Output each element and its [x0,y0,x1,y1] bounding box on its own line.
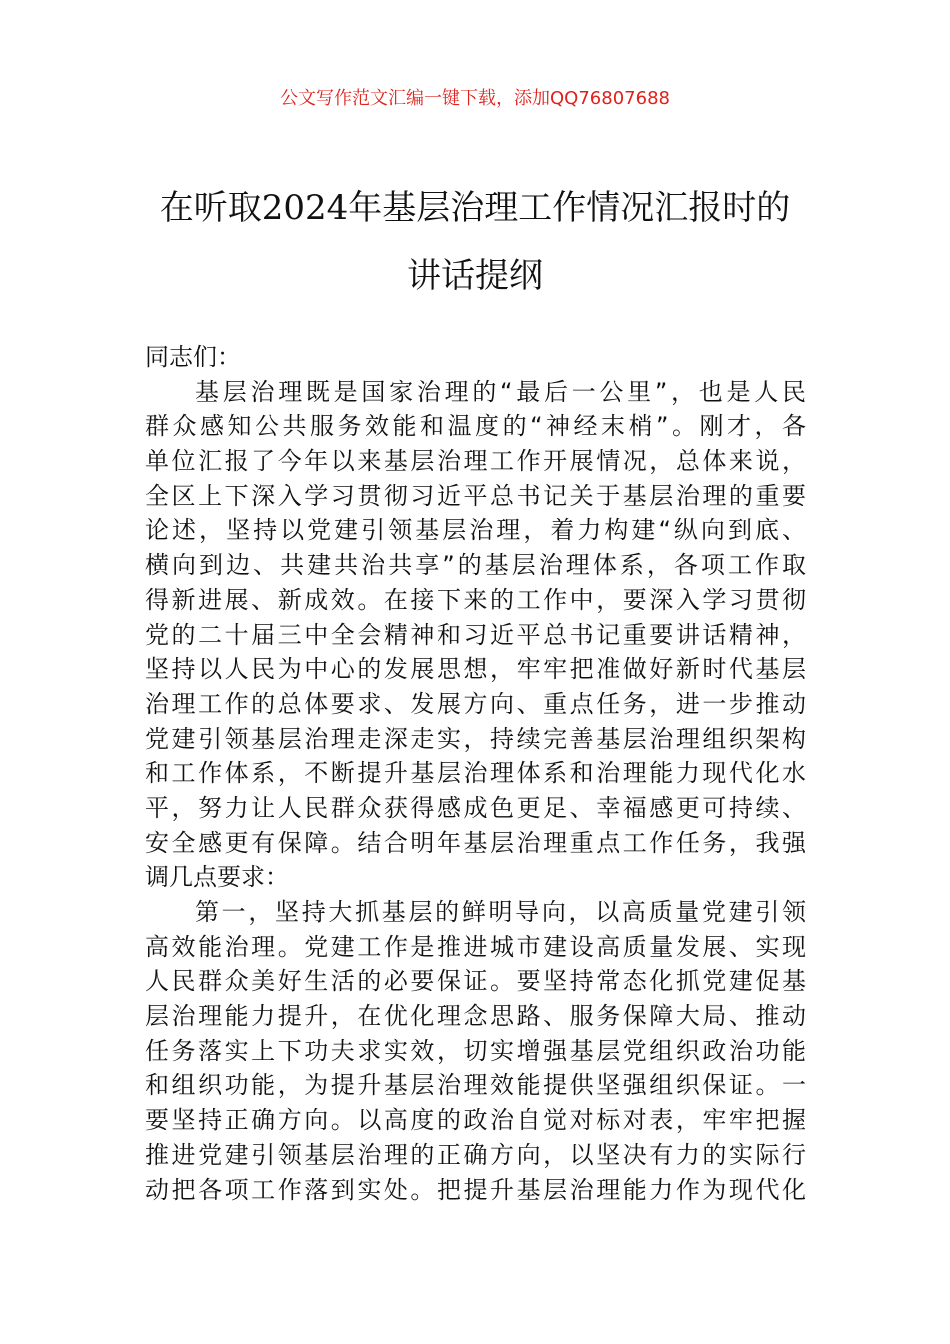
paragraphs [145,375,806,1208]
salutation: 同志们： [145,343,241,371]
text-line: 和组织功能，为提升基层治理效能提供坚强组织保证。一 [145,1071,806,1100]
text-line: 安全感更有保障。结合明年基层治理重点工作任务，我强 [145,828,806,857]
document-title-line-2: 讲话提纲 [407,256,543,296]
download-promo-banner: 公文写作范文汇编一键下载，添加QQ76807688 [280,88,670,109]
text-line: 人民群众美好生活的必要保证。要坚持常态化抓党建促基 [145,967,806,996]
document-body [145,340,806,1207]
text-line: 论述，坚持以党建引领基层治理，着力构建“纵向到底、 [145,516,806,545]
text-line: 任务落实上下功夫求实效，切实增强基层党组织政治功能 [145,1036,806,1065]
text-line: 党的二十届三中全会精神和习近平总书记重要讲话精神， [145,620,806,649]
text-line: 坚持以人民为中心的发展思想，牢牢把准做好新时代基层 [145,655,806,684]
text-line: 党建引领基层治理走深走实，持续完善基层治理组织架构 [145,724,806,753]
text-line: 和工作体系，不断提升基层治理体系和治理能力现代化水 [145,759,806,788]
text-line: 横向到边、共建共治共享”的基层治理体系，各项工作取 [145,551,806,580]
text-line: 第一，坚持大抓基层的鲜明导向，以高质量党建引领 [195,898,806,926]
text-line: 群众感知公共服务效能和温度的“神经末梢”。刚才，各 [145,412,806,441]
text-line: 层治理能力提升，在优化理念思路、服务保障大局、推动 [145,1002,806,1031]
text-line: 平，努力让人民群众获得感成色更足、幸福感更可持续、 [145,793,806,822]
paragraph [145,895,806,1207]
text-line: 得新进展、新成效。在接下来的工作中，要深入学习贯彻 [145,585,806,614]
text-line: 动把各项工作落到实处。把提升基层治理能力作为现代化 [145,1175,806,1204]
document-title-line-1: 在听取2024年基层治理工作情况汇报时的 [159,188,791,228]
text-line: 高效能治理。党建工作是推进城市建设高质量发展、实现 [145,932,806,961]
text-line: 调几点要求： [145,863,289,892]
text-line: 基层治理既是国家治理的“最后一公里”，也是人民 [195,377,806,406]
text-line: 要坚持正确方向。以高度的政治自觉对标对表，牢牢把握 [145,1106,806,1135]
text-line: 单位汇报了今年以来基层治理工作开展情况，总体来说， [145,447,806,476]
paragraph [145,375,806,895]
text-line: 治理工作的总体要求、发展方向、重点任务，进一步推动 [145,689,806,718]
text-line: 全区上下深入学习贯彻习近平总书记关于基层治理的重要 [145,481,806,510]
text-line: 推进党建引领基层治理的正确方向，以坚决有力的实际行 [145,1140,806,1169]
